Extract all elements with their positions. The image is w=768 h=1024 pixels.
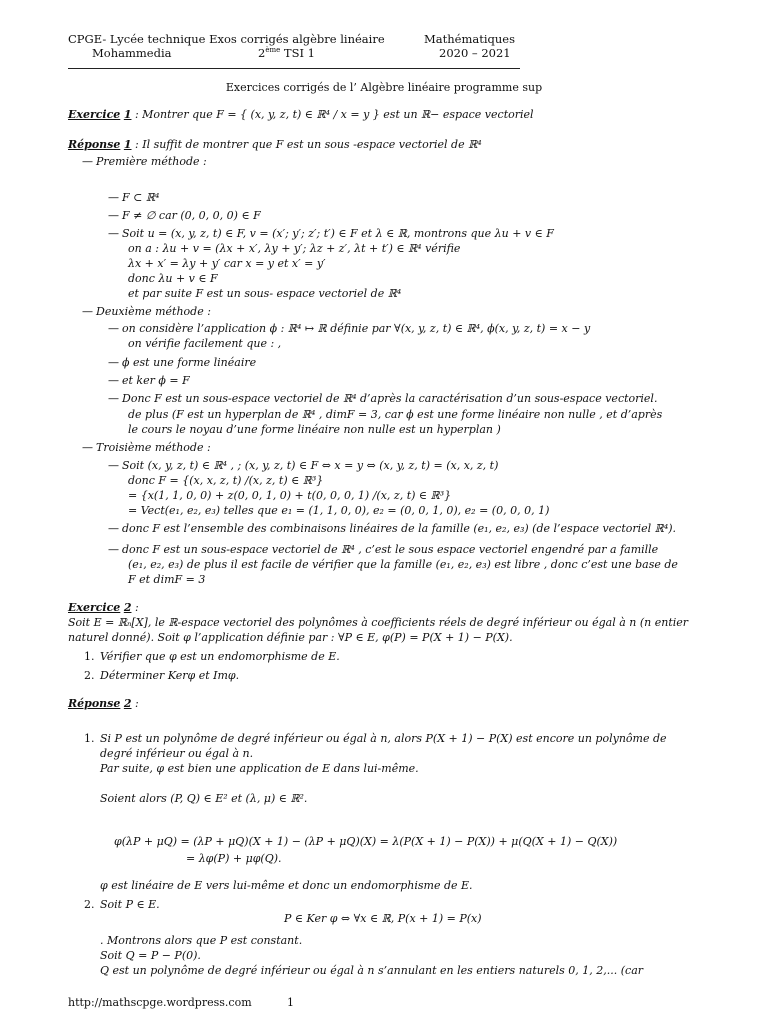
- m2-line: le cours le noyau d’une forme linéaire non nulle est un hyperplan ): [128, 423, 501, 436]
- answer2-p1-line: φ est linéaire de E vers lui-même et donc un endomorphisme de E.: [100, 879, 473, 892]
- m3-item: — Soit (x, y, z, t) ∈ ℝ⁴ , ; (x, y, z, t) ∈ F ⇔ x = y ⇔ (x, y, z, t) = (x, x, z, t): [108, 459, 499, 472]
- exercise1: [68, 108, 534, 123]
- header-right-line2: 2020 – 2021: [439, 46, 511, 60]
- exercise2-text: Soit E = ℝₙ[X], le ℝ-espace vectoriel des polynômes à coefficients réels de degré inférieur ou égal à n (n entier: [68, 616, 689, 629]
- method1-title: — Première méthode :: [82, 155, 207, 168]
- answer2-p2-line: Q est un polynôme de degré inférieur ou égal à n s’annulant en les entiers naturels 0, 1, 2,... (car: [100, 964, 644, 977]
- exercise2-text: naturel donné). Soit φ l’application définie par : ∀P ∈ E, φ(P) = P(X + 1) − P(X).: [68, 631, 513, 644]
- answer2-heading: [68, 697, 139, 712]
- m1-item: — F ≠ ∅ car (0, 0, 0, 0) ∈ F: [108, 209, 261, 222]
- answer2-equation: φ(λP + μQ) = (λP + μQ)(X + 1) − (λP + μQ)(X) = λ(P(X + 1) − P(X)) + μ(Q(X + 1) − Q(X)): [114, 835, 618, 848]
- exercise2-label: Exercice: [68, 601, 121, 614]
- header-class-sup: ème: [265, 46, 281, 55]
- answer2-p1-line: degré inférieur ou égal à n.: [100, 747, 254, 760]
- answer2-label: Réponse: [68, 697, 121, 710]
- exercise2-number: 2: [123, 601, 132, 614]
- header-left-line1: CPGE- Lycée technique Exos corrigés algèbre linéaire: [68, 32, 385, 46]
- m1-line: on a : λu + v = (λx + x′, λy + y′; λz + z′, λt + t′) ∈ ℝ⁴ vérifie: [128, 242, 461, 255]
- header-class: [258, 46, 315, 61]
- answer2-number: 2: [123, 697, 132, 710]
- m2-item: — on considère l’application ϕ : ℝ⁴ ↦ ℝ définie par ∀(x, y, z, t) ∈ ℝ⁴, ϕ(x, y, z, t) = x − y: [108, 322, 591, 335]
- exercise1-number: 1: [123, 108, 132, 121]
- answer2-p1: 1. Si P est un polynôme de degré inférieur ou égal à n, alors P(X + 1) − P(X) est encore un polynôme de: [84, 732, 667, 745]
- footer-url[interactable]: http://mathscpge.wordpress.com: [68, 996, 252, 1009]
- header-class-suffix: TSI 1: [283, 46, 315, 60]
- answer2-p2-line: Soit Q = P − P(0).: [100, 949, 201, 962]
- m1-line: et par suite F est un sous- espace vectoriel de ℝ⁴: [128, 287, 402, 300]
- header-left-line2: Mohammedia: [92, 46, 172, 60]
- m3-line: = Vect(e₁, e₂, e₃) telles que e₁ = (1, 1, 0, 0), e₂ = (0, 0, 1, 0), e₂ = (0, 0, 0, 1): [128, 504, 550, 517]
- method2-title: — Deuxième méthode :: [82, 305, 211, 318]
- answer1-intro: : Il suffit de montrer que F est un sous -espace vectoriel de ℝ⁴: [135, 138, 482, 151]
- m3-line: donc F = {(x, x, z, t) /(x, z, t) ∈ ℝ³}: [128, 474, 324, 487]
- page-number: 1: [287, 996, 294, 1009]
- answer2-colon: :: [135, 697, 139, 710]
- answer2-p1-line: Par suite, φ est bien une application de E dans lui-même.: [100, 762, 419, 775]
- answer2-p1-line: Soient alors (P, Q) ∈ E² et (λ, μ) ∈ ℝ².: [100, 792, 308, 805]
- exercise2-heading: [68, 601, 139, 616]
- m3-line: F et dimF = 3: [128, 573, 206, 586]
- m3-line: (e₁, e₂, e₃) de plus il est facile de vérifier que la famille (e₁, e₂, e₃) est libre , donc c’est une base de: [128, 558, 678, 571]
- m3-item: — donc F est l’ensemble des combinaisons linéaires de la famille (e₁, e₂, e₃) (de l’espace vectoriel ℝ⁴).: [108, 522, 677, 535]
- answer1-heading: [68, 138, 482, 153]
- m2-line: on vérifie facilement que : ,: [128, 337, 282, 350]
- answer2-p2-eq: P ∈ Ker φ ⇔ ∀x ∈ ℝ, P(x + 1) = P(x): [284, 912, 482, 925]
- m1-item: — F ⊂ ℝ⁴: [108, 191, 160, 204]
- m2-line: de plus (F est un hyperplan de ℝ⁴ , dimF = 3, car ϕ est une forme linéaire non nulle , et d’après: [128, 408, 663, 421]
- m2-item: — et ker ϕ = F: [108, 374, 190, 387]
- exercise1-label: Exercice: [68, 108, 121, 121]
- answer2-equation: = λφ(P) + μφ(Q).: [186, 852, 282, 865]
- answer1-number: 1: [123, 138, 132, 151]
- header-rule: [68, 68, 520, 69]
- exercise2-q1: 1. Vérifier que φ est un endomorphisme de E.: [84, 650, 340, 663]
- answer1-label: Réponse: [68, 138, 121, 151]
- m1-line: λx + x′ = λy + y′ car x = y et x′ = y′: [128, 257, 326, 270]
- document-title: Exercices corrigés de l’ Algèbre linéaire programme sup: [225, 81, 543, 94]
- answer2-p2-line: . Montrons alors que P est constant.: [100, 934, 303, 947]
- exercise1-statement: : Montrer que F = { (x, y, z, t) ∈ ℝ⁴ / x = y } est un ℝ− espace vectoriel: [134, 108, 534, 121]
- m3-line: = {x(1, 1, 0, 0) + z(0, 0, 1, 0) + t(0, 0, 0, 1) /(x, z, t) ∈ ℝ³}: [128, 489, 452, 502]
- m1-line: donc λu + v ∈ F: [128, 272, 218, 285]
- answer2-p2: 2. Soit P ∈ E.: [84, 898, 160, 911]
- header-right-line1: Mathématiques: [424, 32, 516, 46]
- exercise2-colon: :: [134, 601, 139, 614]
- method3-title: — Troisième méthode :: [82, 441, 211, 454]
- m3-item: — donc F est un sous-espace vectoriel de ℝ⁴ , c’est le sous espace vectoriel engendré par a famille: [108, 543, 659, 556]
- exercise2-q2: 2. Déterminer Kerφ et Imφ.: [84, 669, 240, 682]
- header-class-prefix: 2: [258, 46, 266, 60]
- m1-item: — Soit u = (x, y, z, t) ∈ F, v = (x′; y′; z′; t′) ∈ F et λ ∈ ℝ, montrons que λu + v ∈ F: [108, 227, 554, 240]
- m2-item: — Donc F est un sous-espace vectoriel de ℝ⁴ d’après la caractérisation d’un sous-espace vectoriel.: [108, 392, 658, 405]
- m2-item: — ϕ est une forme linéaire: [108, 356, 257, 369]
